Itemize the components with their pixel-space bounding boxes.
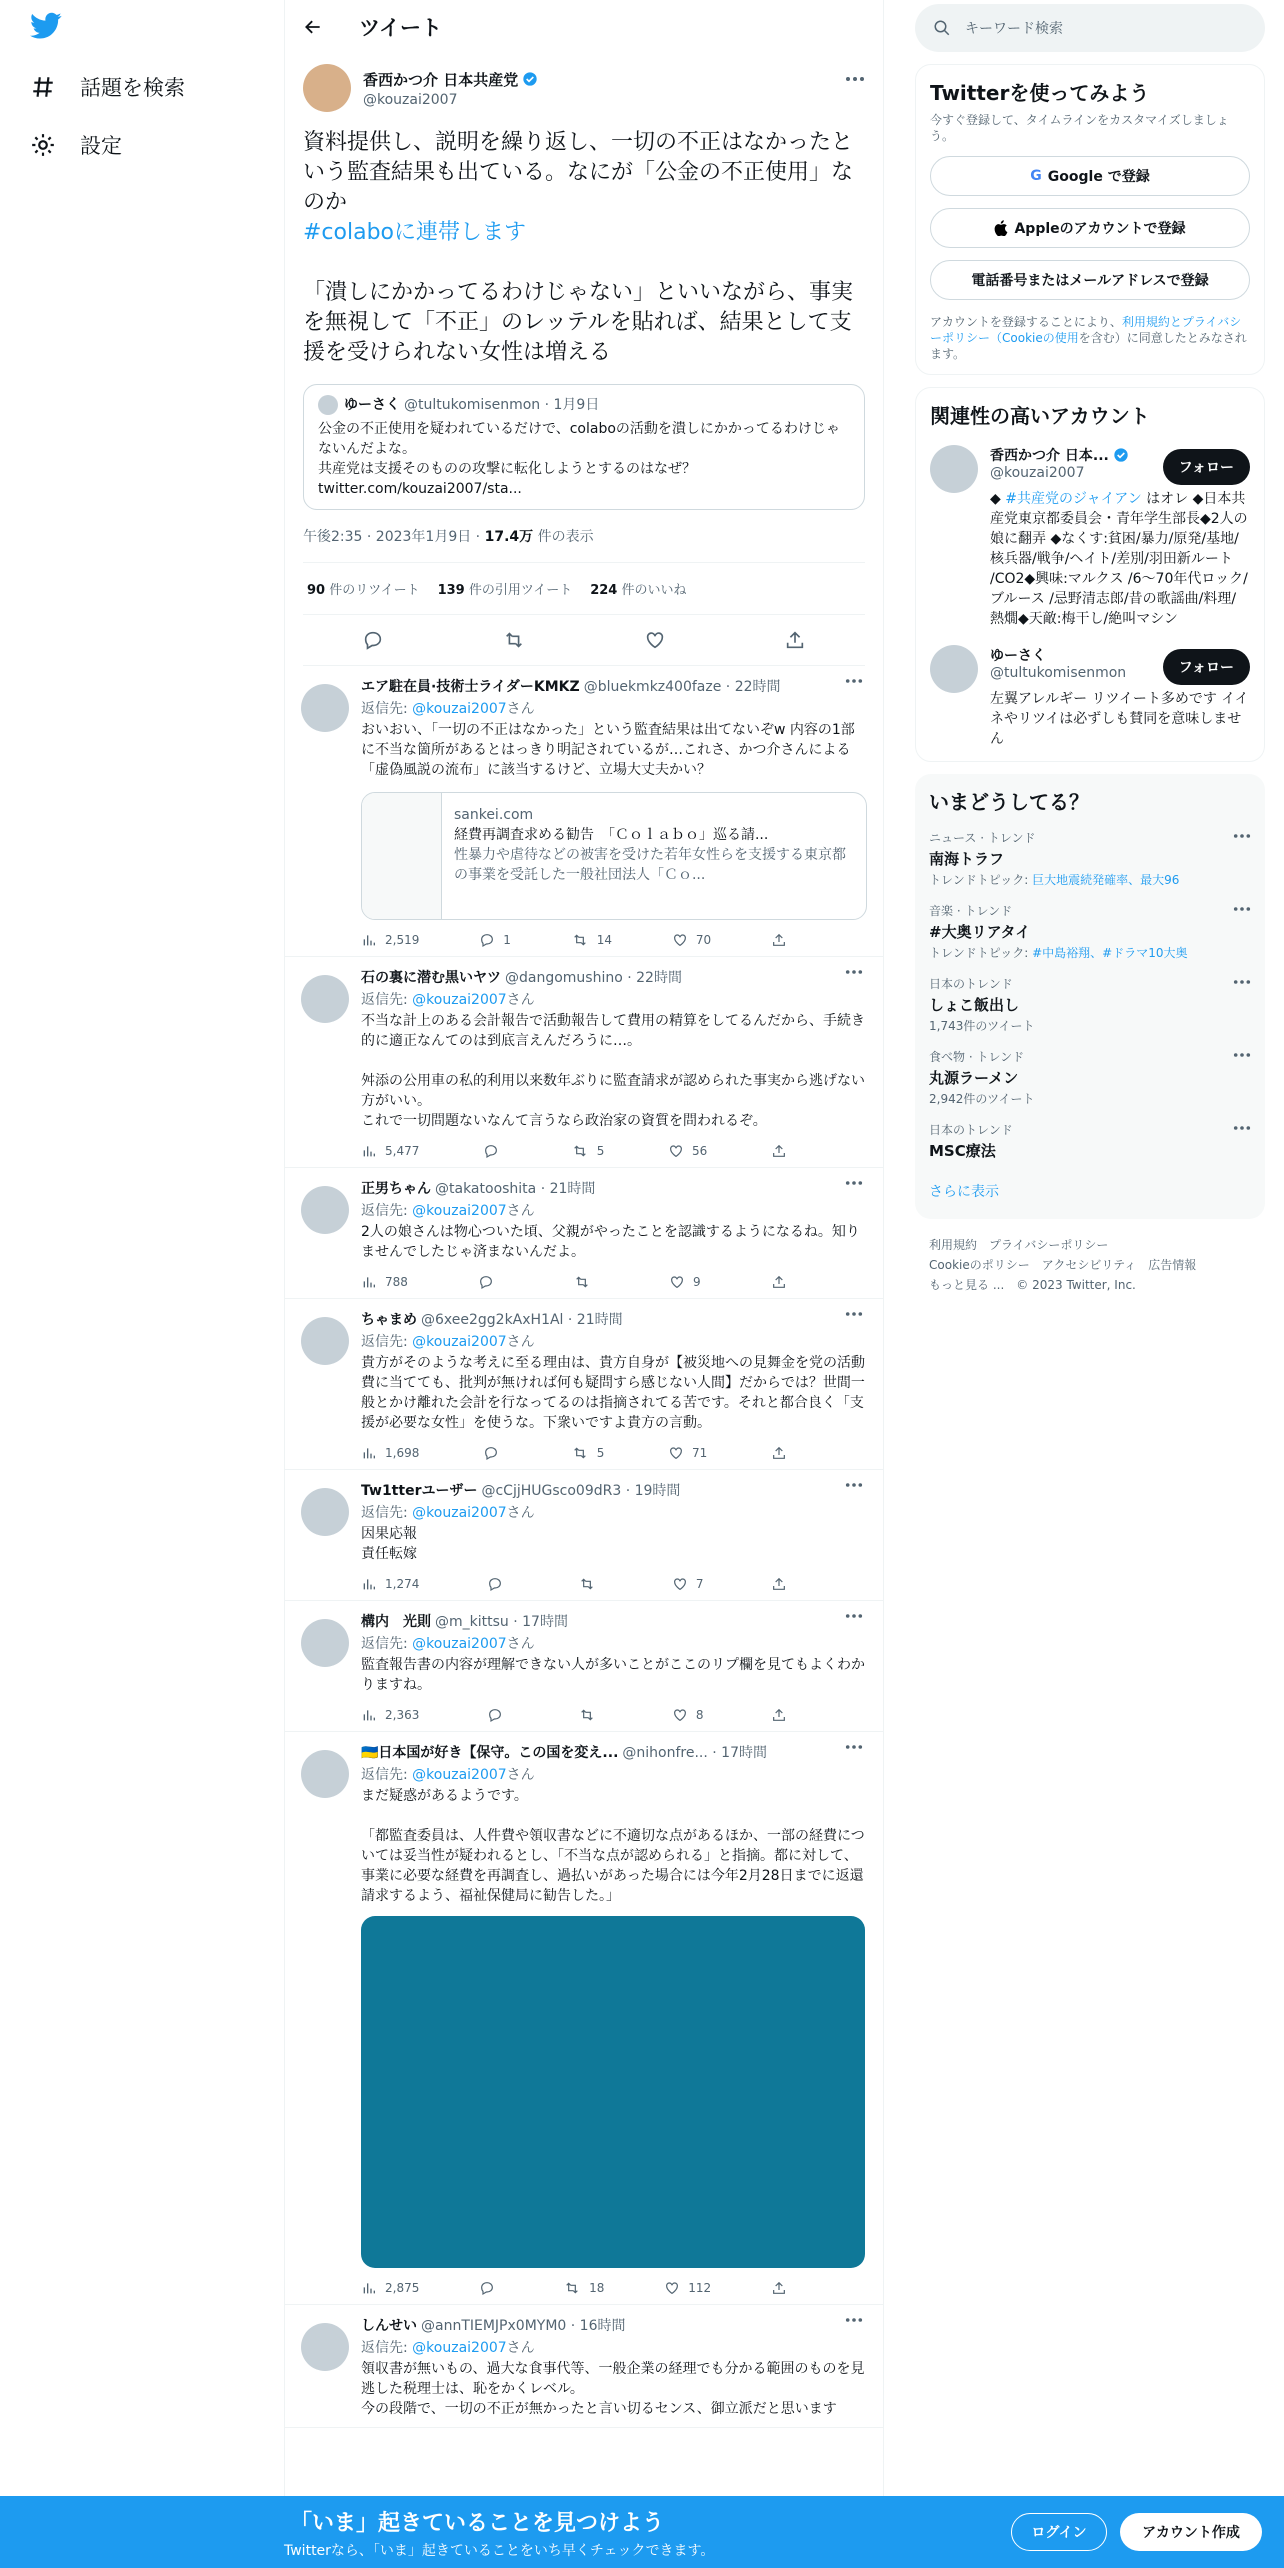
related-bio: 左翼アレルギー リツイート多めです イイネやリツイは必ずしも賛同を意味しません (990, 691, 1249, 747)
reply-action-bar (361, 1143, 867, 1159)
reply-text: 不当な計上のある会計報告で活動報告して費用の精算をしてるんだから、手続き的に適正なんてのは到底言えんだろうに…。 舛添の公用車の私的利用以来数年ぶりに監査請求が認められた事実から逃げない方がいい。 これで一切問題ないなんて言うなら政治家の資質を問われるぞ。 (361, 1013, 865, 1129)
gear-icon (30, 132, 80, 158)
avatar[interactable] (301, 1619, 349, 1667)
verified-badge-icon (522, 71, 538, 87)
avatar[interactable] (301, 1317, 349, 1365)
search-input[interactable] (915, 4, 1265, 52)
signup-box (915, 64, 1265, 375)
views-icon (361, 1143, 377, 1159)
tweet-meta (303, 526, 865, 563)
reply-handle[interactable]: @bluekmkz400faze · 22時間 (583, 679, 781, 695)
author-handle[interactable]: @kouzai2007 (363, 91, 458, 108)
reply-action[interactable] (479, 2280, 503, 2296)
retweet-action[interactable] (578, 1707, 604, 1723)
trend-sub: トレンドトピック: #中島裕翔、#ドラマ10大奥 (929, 946, 1188, 960)
verified-badge-icon (1113, 447, 1129, 463)
avatar[interactable] (301, 1488, 349, 1536)
trend-category: 日本のトレンド (929, 977, 1013, 991)
page-header (285, 0, 883, 54)
avatar[interactable] (301, 1186, 349, 1234)
phone-signup-button[interactable]: 電話番号またはメールアドレスで登録 (930, 260, 1250, 300)
reply-header (361, 676, 867, 696)
reply-icon (483, 1143, 499, 1159)
more-options-icon[interactable] (845, 76, 865, 82)
reply-action-bar (361, 932, 867, 948)
like-icon (672, 932, 688, 948)
reply-handle[interactable]: @cCjjHUGsco09dR3 · 19時間 (481, 1483, 681, 1499)
trend-name: MSC療法 (929, 1142, 996, 1160)
author-name[interactable]: 香西かつ介 日本共産党 (363, 70, 519, 89)
reply-handle[interactable]: @6xee2gg2kAxH1Al · 21時間 (421, 1312, 623, 1328)
search-placeholder: キーワード検索 (965, 21, 1063, 37)
reply-icon (483, 1445, 499, 1461)
signup-title: Twitterを使ってみよう (930, 81, 1150, 105)
reply-action[interactable] (487, 1576, 511, 1592)
replying-to: 返信先: @kouzai2007さん (361, 1203, 535, 1219)
retweet-action[interactable] (571, 932, 612, 948)
trend-item[interactable] (929, 902, 1251, 961)
more-options-icon[interactable] (1233, 833, 1251, 839)
trend-topic-link[interactable]: #中島裕翔、#ドラマ10大奥 (1032, 946, 1188, 960)
like-icon (672, 1576, 688, 1592)
reply-header (361, 1309, 867, 1329)
trend-item[interactable] (929, 1121, 1251, 1161)
follow-button[interactable]: フォロー (1163, 649, 1250, 685)
views-action[interactable] (361, 1274, 408, 1290)
share-icon[interactable] (771, 1143, 787, 1159)
more-options-icon[interactable] (845, 969, 867, 979)
sidebar-footer (915, 1235, 1265, 1295)
replying-to-link[interactable]: @kouzai2007 (412, 701, 507, 717)
views-count: 17.4万 (484, 529, 534, 545)
nav-explore-label: 話題を検索 (80, 76, 185, 100)
apple-signup-button[interactable]: Appleのアカウントで登録 (930, 208, 1250, 248)
bottombar-title: 「いま」起きていることを見つけよう (290, 2511, 665, 2536)
reply-handle[interactable]: @m_kittsu · 17時間 (435, 1614, 568, 1630)
reply-action-bar (361, 1445, 867, 1461)
trend-sub: トレンドトピック: 巨大地震続発確率、最大96 (929, 873, 1180, 887)
media-image[interactable] (361, 1916, 865, 2268)
share-icon[interactable] (771, 932, 787, 948)
retweets-count: 18 (589, 2281, 605, 2295)
retweet-icon (578, 1707, 596, 1723)
focal-tweet (285, 54, 883, 666)
trend-name: 南海トラフ (929, 850, 1005, 868)
replying-to: 返信先: @kouzai2007さん (361, 1505, 535, 1521)
tweet-action-bar (303, 615, 865, 666)
footer-cookie[interactable]: Cookieのポリシー (929, 1258, 1030, 1272)
reply-icon (479, 2280, 495, 2296)
twitter-logo-icon[interactable] (30, 12, 70, 52)
reply-author-name[interactable]: しんせい (361, 2318, 417, 2334)
reply-author-name[interactable]: 石の裏に潜む黒いヤツ (361, 970, 501, 986)
like-icon (672, 1707, 688, 1723)
views-action[interactable] (361, 1143, 419, 1159)
views-count: 788 (385, 1275, 408, 1289)
related-handle: @kouzai2007 (990, 465, 1085, 481)
reply-action-bar (361, 1707, 867, 1723)
avatar[interactable] (301, 684, 349, 732)
share-icon[interactable] (771, 1707, 787, 1723)
reply-icon (487, 1707, 503, 1723)
signup-button[interactable]: アカウント作成 (1120, 2513, 1262, 2551)
trend-topic-link[interactable]: 巨大地震続発確率、最大96 (1032, 873, 1180, 887)
views-icon (361, 1576, 377, 1592)
replying-to: 返信先: @kouzai2007さん (361, 1767, 535, 1783)
reply-tweet[interactable] (285, 1732, 883, 2305)
reply-action-bar (361, 1576, 867, 1592)
related-handle: @tultukomisenmon (990, 665, 1127, 681)
quote-text: 公金の不正使用を疑われているだけで、colaboの活動を潰しにかかってるわけじゃないんだよな。 共産党は支援そのものの攻撃に転化しようとするのはなぜ？ twitter.com/kouzai2007/sta... (318, 421, 840, 497)
nav-settings[interactable] (30, 130, 122, 160)
footer-privacy[interactable]: プライバシーポリシー (989, 1238, 1109, 1252)
reply-icon (478, 1274, 494, 1290)
tweet-stats (303, 563, 865, 615)
page-title: ツイート (359, 16, 442, 40)
trend-name: しょこ飯出し (929, 996, 1020, 1014)
views-action[interactable] (361, 2280, 419, 2296)
reply-icon (487, 1576, 503, 1592)
like-icon (668, 1445, 684, 1461)
more-options-icon[interactable] (845, 1613, 867, 1623)
related-title: 関連性の高いアカウント (930, 404, 1150, 428)
views-count: 5,477 (385, 1144, 420, 1158)
likes-count: 8 (695, 1708, 704, 1722)
google-icon: G (1030, 168, 1042, 184)
reply-header (361, 2315, 867, 2335)
likes-count: 70 (695, 933, 712, 947)
reply-icon[interactable] (362, 629, 384, 651)
retweets-stat[interactable]: 90 件のリツイート (307, 583, 420, 598)
replying-to: 返信先: @kouzai2007さん (361, 701, 535, 717)
follow-button[interactable]: フォロー (1163, 449, 1250, 485)
link-card-desc: 性暴力や虐待などの被害を受けた若年女性らを支援する東京都の事業を受託した一般社団法人「Ｃｏ... (453, 847, 846, 883)
share-icon[interactable] (771, 1576, 787, 1592)
like-action[interactable] (669, 1274, 701, 1290)
main-column (284, 0, 884, 2568)
replying-to: 返信先: @kouzai2007さん (361, 1334, 535, 1350)
nav-explore[interactable] (30, 72, 185, 102)
quotes-stat[interactable]: 139 件の引用ツイート (437, 583, 573, 598)
bottombar-subtitle: Twitterなら、「いま」起きていることをいち早くチェックできます。 (284, 2543, 715, 2559)
avatar[interactable] (301, 975, 349, 1023)
reply-handle[interactable]: @takatooshita · 21時間 (435, 1181, 596, 1197)
footer-terms[interactable]: 利用規約 (929, 1238, 978, 1252)
tweet-text-part1: 資料提供し、説明を繰り返し、一切の不正はなかったという監査結果も出ている。なにが「公金の不正使用」なのか (303, 130, 854, 215)
search-icon (933, 19, 951, 37)
views-action[interactable] (361, 1445, 419, 1461)
views-action[interactable] (361, 932, 419, 948)
reply-action-bar (361, 1274, 867, 1290)
show-more-link[interactable]: さらに表示 (929, 1184, 999, 1200)
reply-author-name[interactable]: エア駐在員·技術士ライダーKMKZ (361, 679, 580, 695)
bio-hashtag-link[interactable]: #共産党のジャイアン (1005, 491, 1142, 507)
trend-category: 音楽 · トレンド (929, 904, 1013, 918)
reply-tweet[interactable] (285, 2305, 883, 2428)
retweet-action[interactable] (571, 1143, 605, 1159)
retweet-action[interactable] (578, 1576, 604, 1592)
retweet-icon (563, 2280, 581, 2296)
avatar[interactable] (301, 1750, 349, 1798)
quote-avatar (318, 395, 338, 415)
retweet-icon (573, 1274, 591, 1290)
more-options-icon[interactable] (845, 2317, 867, 2327)
related-account[interactable] (930, 645, 1250, 749)
retweets-count: 14 (596, 933, 612, 947)
reply-action[interactable] (478, 1274, 502, 1290)
trend-item[interactable] (929, 829, 1251, 888)
right-sidebar (915, 0, 1265, 1295)
like-action[interactable] (668, 1143, 707, 1159)
signup-terms: アカウントを登録することにより、利用規約とプライバシーポリシー（Cookieの使用を含む）に同意したとみなされます。 (930, 315, 1247, 361)
share-icon[interactable] (771, 1274, 787, 1290)
replying-to-link[interactable]: @kouzai2007 (412, 1636, 507, 1652)
reply-action[interactable] (479, 932, 511, 948)
more-options-icon[interactable] (1233, 906, 1251, 912)
retweet-icon (578, 1576, 596, 1592)
related-name: ゆーさく (990, 648, 1046, 664)
likes-count: 56 (692, 1144, 708, 1158)
tweet-time[interactable]: 午後2:35 · 2023年1月9日 · (303, 529, 485, 545)
trend-sub: 2,942件のツイート (929, 1092, 1035, 1106)
retweet-icon (571, 932, 589, 948)
replying-to-link[interactable]: @kouzai2007 (412, 1334, 507, 1350)
login-button[interactable]: ログイン (1011, 2513, 1107, 2551)
reply-tweet[interactable] (285, 957, 883, 1168)
retweet-action[interactable] (573, 1274, 599, 1290)
views-icon (361, 1274, 377, 1290)
replying-to: 返信先: @kouzai2007さん (361, 2340, 535, 2356)
retweet-action[interactable] (563, 2280, 604, 2296)
related-name: 香西かつ介 日本... (990, 448, 1109, 464)
left-nav (0, 0, 284, 2568)
share-icon[interactable] (771, 2280, 787, 2296)
reply-text: まだ疑惑があるようです。 「都監査委員は、人件費や領収書などに不適切な点があるほか、一部の経費については妥当性が疑われるとし、「不当な点が認められる」と指摘。都に対して、事業に必要な経費を再調査し、過払いがあった場合には今年2月28日までに返還請求するよう、福祉保健局に勧告した。」 (361, 1788, 865, 1904)
views-count: 2,875 (385, 2281, 420, 2295)
avatar[interactable] (930, 645, 978, 693)
quote-author-name: ゆーさく (344, 397, 400, 413)
likes-count: 9 (692, 1275, 701, 1289)
replying-to: 返信先: @kouzai2007さん (361, 992, 535, 1008)
views-count: 2,519 (385, 933, 420, 947)
trend-name: #大奥リアタイ (929, 923, 1031, 941)
footer-copyright: © 2023 Twitter, Inc. (1016, 1278, 1136, 1292)
views-action[interactable] (361, 1707, 419, 1723)
likes-stat[interactable]: 224 件のいいね (590, 583, 687, 598)
reply-author-name[interactable]: 正男ちゃん (361, 1181, 431, 1197)
quote-handle: @tultukomisenmon · 1月9日 (404, 397, 600, 413)
related-accounts-box (915, 387, 1265, 762)
replying-to-link[interactable]: @kouzai2007 (412, 2340, 507, 2356)
likes-count: 71 (692, 1446, 708, 1460)
views-icon (361, 2280, 377, 2296)
back-arrow-icon[interactable] (303, 17, 323, 37)
reply-author-name[interactable]: ちゃまめ (361, 1312, 417, 1328)
apple-icon (994, 220, 1008, 236)
reply-header (361, 1742, 867, 1762)
more-options-icon[interactable] (845, 1311, 867, 1321)
retweets-count: 5 (596, 1446, 605, 1460)
reply-action[interactable] (487, 1707, 511, 1723)
like-action[interactable] (672, 1707, 704, 1723)
reply-author-name[interactable]: 🇺🇦日本国が好き【保守。この国を変え... (361, 1745, 619, 1761)
trend-item[interactable] (929, 975, 1251, 1034)
reply-text: 因果応報 責任転嫁 (361, 1526, 417, 1562)
link-card-title: 経費再調査求める勧告 「Ｃｏｌａｂｏ」巡る請... (453, 827, 769, 843)
replying-to: 返信先: @kouzai2007さん (361, 1636, 535, 1652)
reply-header (361, 1178, 867, 1198)
retweet-icon (571, 1445, 589, 1461)
hashtag-link[interactable]: #colaboに連帯します (303, 220, 527, 245)
link-card[interactable] (361, 792, 867, 920)
trend-category: 日本のトレンド (929, 1123, 1013, 1137)
reply-text: 貴方がそのような考えに至る理由は、貴方自身が【被災地への見舞金を党の活動費に当てても、批判が無ければ何も疑問すら感じない人間】だからでは？世間一般とかけ離れた会計を行なってるのは指摘されてる苦です。それと都合良く「支援が必要な女性」を使うな。下衆いですよ貴方の言動。 (361, 1355, 865, 1431)
reply-action[interactable] (483, 1445, 507, 1461)
trend-sub: 1,743件のツイート (929, 1019, 1035, 1033)
like-icon (668, 1143, 684, 1159)
reply-handle[interactable]: @dangomushino · 22時間 (505, 970, 682, 986)
footer-accessibility[interactable]: アクセシビリティ (1041, 1258, 1137, 1272)
tweet-text (303, 128, 865, 368)
trends-title: いまどうしてる？ (929, 790, 1089, 814)
reply-handle[interactable]: @annTIEMJPx0MYM0 · 16時間 (421, 2318, 626, 2334)
reply-tweet[interactable] (285, 666, 883, 957)
views-count: 2,363 (385, 1708, 420, 1722)
more-options-icon[interactable] (1233, 1125, 1251, 1131)
reply-tweet[interactable] (285, 1601, 883, 1732)
like-icon (664, 2280, 680, 2296)
reply-text: おいおい、「一切の不正はなかった」という監査結果は出てないぞw 内容の1部に不当な箇所があるとはっきり明記されているが…これさ、かつ介さんによる「虚偽風説の流布」に該当するけど、立場大丈夫かい？ (361, 722, 855, 778)
like-action[interactable] (672, 1576, 704, 1592)
views-icon (361, 932, 377, 948)
like-icon[interactable] (644, 629, 666, 651)
replies-count: 1 (503, 933, 511, 947)
reply-header (361, 1611, 867, 1631)
trend-item[interactable] (929, 1048, 1251, 1107)
nav-settings-label: 設定 (80, 134, 122, 158)
trend-category: ニュース · トレンド (929, 831, 1036, 845)
more-options-icon[interactable] (845, 678, 867, 688)
share-icon[interactable] (771, 1445, 787, 1461)
avatar[interactable] (301, 2323, 349, 2371)
views-count: 1,274 (385, 1577, 420, 1591)
replying-to-link[interactable]: @kouzai2007 (412, 1505, 507, 1521)
views-icon (361, 1707, 377, 1723)
footer-more[interactable]: もっと見る ... (929, 1278, 1005, 1292)
reply-text: 2人の娘さんは物心ついた頃、父親がやったことを認識するようになるね。知りませんでしたじゃ済まないんだよ。 (361, 1224, 860, 1260)
share-icon[interactable] (784, 629, 806, 651)
reply-tweet[interactable] (285, 1470, 883, 1601)
related-account[interactable] (930, 445, 1250, 629)
signup-subtitle: 今すぐ登録して、タイムラインをカスタマイズしましょう。 (930, 113, 1229, 143)
reply-text: 領収書が無いもの、過大な食事代等、一般企業の経理でも分かる範囲のものを見逃した税理士は、恥をかくレベル。 今の段階で、一切の不正が無かったと言い切るセンス、御立派だと思います (361, 2361, 865, 2417)
like-action[interactable] (668, 1445, 707, 1461)
more-options-icon[interactable] (1233, 979, 1251, 985)
terms-link[interactable]: 利用規約とプライバシーポリシー（Cookieの使用 (930, 315, 1242, 345)
avatar[interactable] (930, 445, 978, 493)
views-icon (361, 1445, 377, 1461)
reply-handle[interactable]: @nihonfre... · 17時間 (622, 1745, 767, 1761)
replying-to-link[interactable]: @kouzai2007 (412, 1203, 507, 1219)
replying-to-link[interactable]: @kouzai2007 (412, 992, 507, 1008)
more-options-icon[interactable] (845, 1482, 867, 1492)
views-action[interactable] (361, 1576, 419, 1592)
quote-tweet[interactable] (303, 384, 865, 510)
reply-author-name[interactable]: Tw1tterユーザー (361, 1483, 478, 1499)
link-card-domain: sankei.com (453, 807, 534, 823)
retweet-action[interactable] (571, 1445, 605, 1461)
trend-name: 丸源ラーメン (929, 1069, 1019, 1087)
reply-action[interactable] (483, 1143, 507, 1159)
reply-header (361, 1480, 867, 1500)
more-options-icon[interactable] (845, 1744, 867, 1754)
more-options-icon[interactable] (1233, 1052, 1251, 1058)
related-bio: ◆ #共産党のジャイアン はオレ ◆日本共産党東京都委員会・青年学生部長◆2人の娘に翻弄 ◆なくす:貧困/暴力/原発/基地/核兵器/戦争/ヘイト/差別/羽田新ルート /CO2◆興味:マルクス /6～70年代ロック/ブルース /忌野清志郎/昔の歌謡曲/料理/熱燗◆天敵:梅干し/絶叫マシン (990, 491, 1248, 627)
like-icon (669, 1274, 685, 1290)
bottom-signup-bar (0, 2496, 1284, 2568)
google-signup-button[interactable]: G Google で登録 (930, 156, 1250, 196)
reply-author-name[interactable]: 構内 光則 (361, 1614, 431, 1630)
more-options-icon[interactable] (845, 1180, 867, 1190)
like-action[interactable] (664, 2280, 711, 2296)
retweets-count: 5 (596, 1144, 605, 1158)
likes-count: 112 (688, 2281, 712, 2295)
reply-tweet[interactable] (285, 1299, 883, 1470)
link-card-image (362, 793, 442, 919)
trend-category: 食べ物 · トレンド (929, 1050, 1025, 1064)
reply-tweet[interactable] (285, 1168, 883, 1299)
reply-text: 監査報告書の内容が理解できない人が多いことがここのリプ欄を見てもよくわかりますね。 (361, 1657, 865, 1693)
trends-box (915, 774, 1265, 1219)
reply-header (361, 967, 867, 987)
replying-to-link[interactable]: @kouzai2007 (412, 1767, 507, 1783)
reply-icon (479, 932, 495, 948)
views-label: 件の表示 (533, 529, 594, 545)
reply-action-bar (361, 2280, 867, 2296)
retweet-icon (571, 1143, 589, 1159)
replies-list (285, 666, 883, 2428)
hashtag-icon (30, 74, 80, 100)
views-count: 1,698 (385, 1446, 420, 1460)
likes-count: 7 (695, 1577, 704, 1591)
retweet-icon[interactable] (502, 629, 526, 651)
footer-ads[interactable]: 広告情報 (1148, 1258, 1197, 1272)
avatar[interactable] (303, 64, 351, 112)
like-action[interactable] (672, 932, 711, 948)
tweet-text-part2: 「潰しにかかってるわけじゃない」といいながら、事実を無視して「不正」のレッテルを貼れば、結果として支援を受けられない女性は増える (303, 280, 854, 365)
